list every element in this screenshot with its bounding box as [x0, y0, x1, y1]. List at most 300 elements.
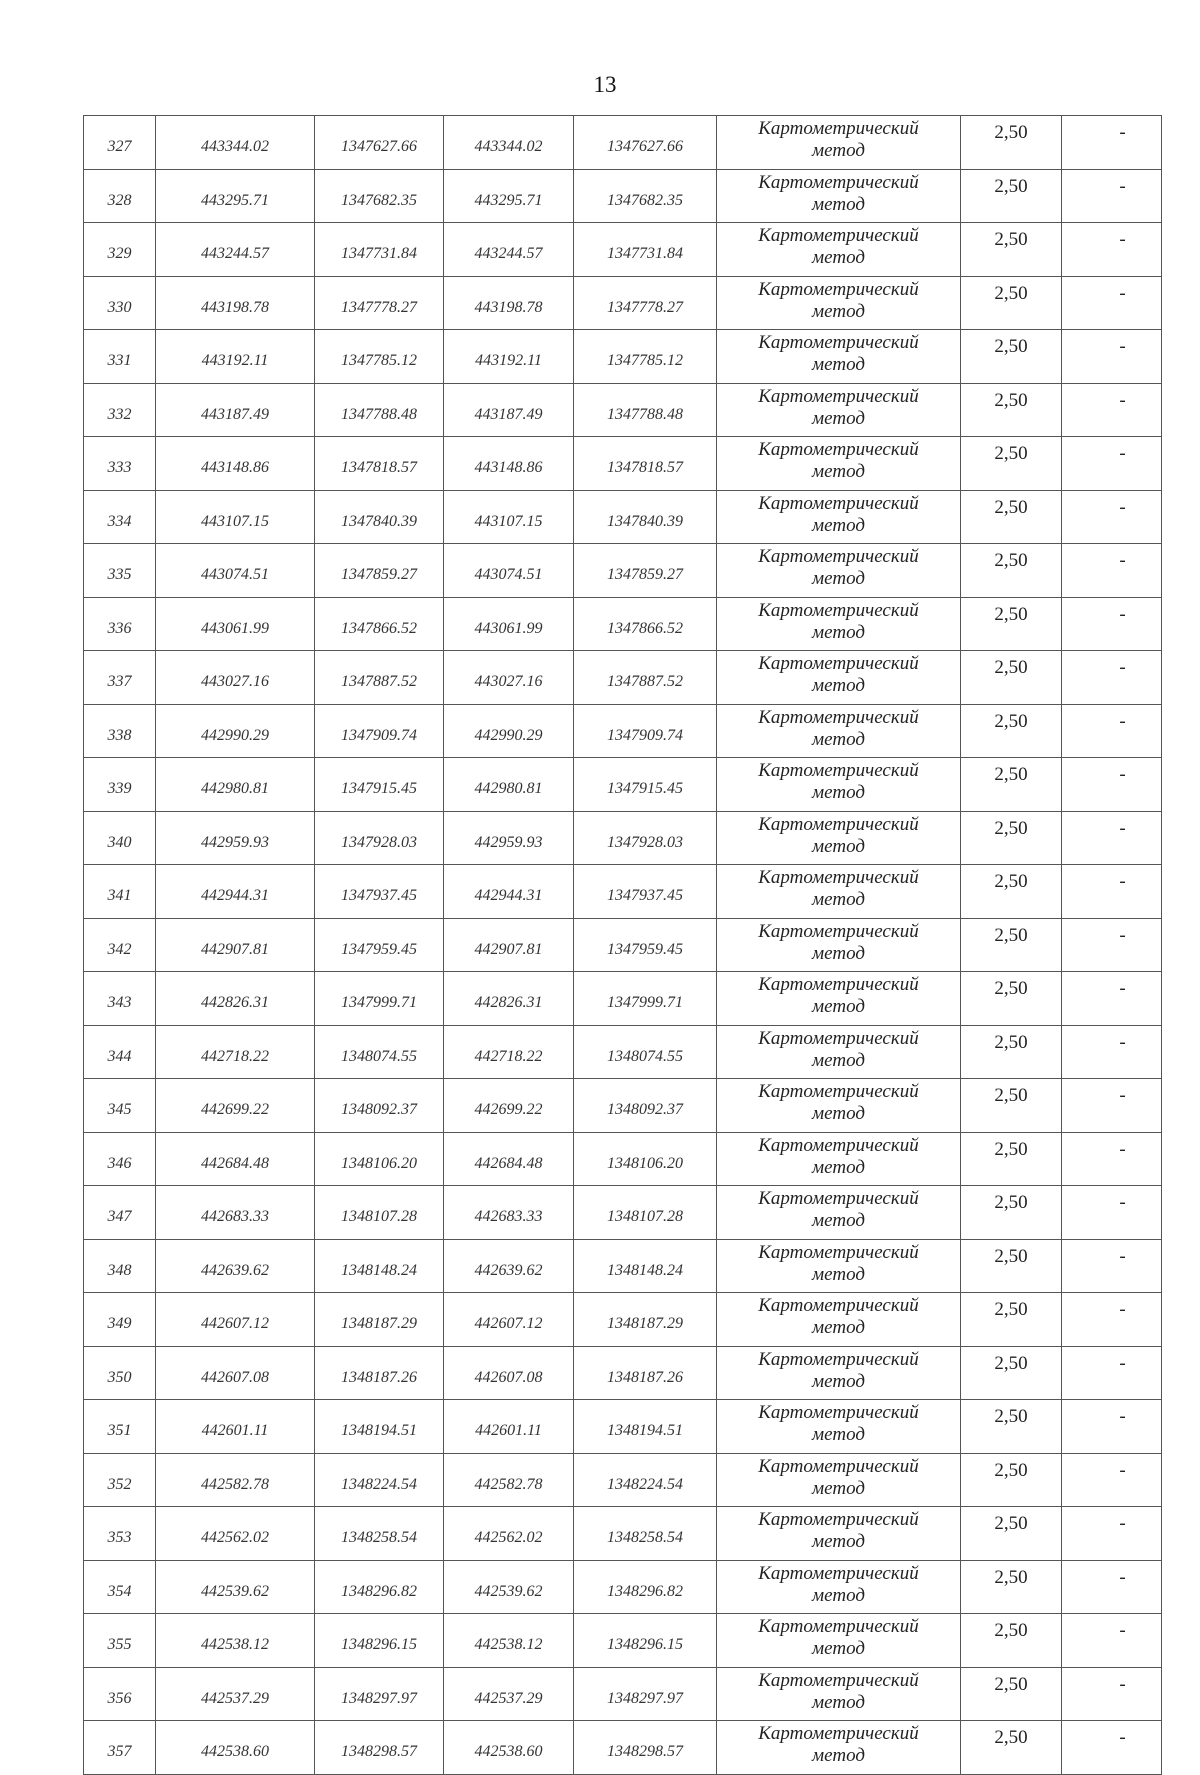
x-new-cell: 442959.93	[444, 811, 574, 865]
method-line-2: метод	[812, 889, 865, 910]
y-old-cell: 1348148.24	[315, 1239, 444, 1293]
x-old-cell: 443061.99	[156, 597, 315, 651]
method-line-2: метод	[812, 1531, 865, 1552]
note-cell: -	[1062, 918, 1162, 972]
accuracy-cell: 2,50	[961, 972, 1062, 1026]
y-old-cell: 1347785.12	[315, 330, 444, 384]
method-cell	[717, 1667, 961, 1721]
method-cell	[717, 865, 961, 919]
point-number-cell: 330	[84, 276, 156, 330]
y-new-cell: 1347999.71	[574, 972, 717, 1026]
method-cell	[717, 1025, 961, 1079]
method-cell	[717, 544, 961, 598]
x-old-cell: 442607.12	[156, 1293, 315, 1347]
method-line-1: Картометрический	[758, 1188, 919, 1209]
table-row	[84, 1079, 1162, 1133]
x-old-cell: 443295.71	[156, 169, 315, 223]
note-cell: -	[1062, 865, 1162, 919]
method-line-2: метод	[812, 568, 865, 589]
accuracy-cell: 2,50	[961, 1400, 1062, 1454]
point-number-cell: 356	[84, 1667, 156, 1721]
method-line-2: метод	[812, 728, 865, 750]
point-number-cell: 336	[84, 597, 156, 651]
method-cell	[717, 1132, 961, 1186]
note-cell: -	[1062, 1614, 1162, 1668]
method-line-1: Картометрический	[758, 1669, 919, 1691]
x-old-cell: 442699.22	[156, 1079, 315, 1133]
method-line-2: метод	[812, 514, 865, 536]
y-new-cell: 1348092.37	[574, 1079, 717, 1133]
method-line-1: Картометрический	[758, 1134, 919, 1156]
table-row	[84, 597, 1162, 651]
method-line-1: Картометрический	[758, 920, 919, 942]
method-line-2: метод	[812, 782, 865, 803]
table-row	[84, 223, 1162, 277]
table-row	[84, 1293, 1162, 1347]
method-cell	[717, 383, 961, 437]
method-line-2: метод	[812, 1263, 865, 1285]
table-row	[84, 1132, 1162, 1186]
table-row	[84, 972, 1162, 1026]
y-new-cell: 1347731.84	[574, 223, 717, 277]
x-old-cell: 442683.33	[156, 1186, 315, 1240]
table-row	[84, 169, 1162, 223]
x-new-cell: 442601.11	[444, 1400, 574, 1454]
method-line-1: Картометрический	[758, 1509, 919, 1530]
method-line-1: Картометрический	[758, 1402, 919, 1423]
table-row	[84, 758, 1162, 812]
accuracy-cell: 2,50	[961, 1721, 1062, 1775]
method-cell	[717, 1400, 961, 1454]
x-old-cell: 443192.11	[156, 330, 315, 384]
accuracy-cell: 2,50	[961, 1614, 1062, 1668]
method-cell	[717, 651, 961, 705]
point-number-cell: 342	[84, 918, 156, 972]
x-new-cell: 443244.57	[444, 223, 574, 277]
point-number-cell: 332	[84, 383, 156, 437]
method-line-2: метод	[812, 1691, 865, 1713]
accuracy-cell: 2,50	[961, 811, 1062, 865]
point-number-cell: 338	[84, 704, 156, 758]
y-new-cell: 1347887.52	[574, 651, 717, 705]
note-cell: -	[1062, 1560, 1162, 1614]
accuracy-cell: 2,50	[961, 865, 1062, 919]
method-line-1: Картометрический	[758, 974, 919, 995]
point-number-cell: 347	[84, 1186, 156, 1240]
point-number-cell: 353	[84, 1507, 156, 1561]
method-line-2: метод	[812, 1370, 865, 1392]
y-old-cell: 1347627.66	[315, 116, 444, 170]
method-line-1: Картометрический	[758, 1348, 919, 1370]
x-old-cell: 443198.78	[156, 276, 315, 330]
y-new-cell: 1348297.97	[574, 1667, 717, 1721]
y-new-cell: 1348187.29	[574, 1293, 717, 1347]
accuracy-cell: 2,50	[961, 1560, 1062, 1614]
table-row	[84, 437, 1162, 491]
accuracy-cell: 2,50	[961, 1132, 1062, 1186]
x-old-cell: 442826.31	[156, 972, 315, 1026]
method-cell	[717, 704, 961, 758]
note-cell: -	[1062, 758, 1162, 812]
table-row	[84, 1507, 1162, 1561]
table-row	[84, 1346, 1162, 1400]
accuracy-cell: 2,50	[961, 223, 1062, 277]
accuracy-cell: 2,50	[961, 383, 1062, 437]
method-cell	[717, 1079, 961, 1133]
x-new-cell: 442607.08	[444, 1346, 574, 1400]
y-new-cell: 1347778.27	[574, 276, 717, 330]
x-old-cell: 442944.31	[156, 865, 315, 919]
accuracy-cell: 2,50	[961, 1667, 1062, 1721]
method-line-2: метод	[812, 193, 865, 215]
point-number-cell: 354	[84, 1560, 156, 1614]
y-old-cell: 1348297.97	[315, 1667, 444, 1721]
table-row	[84, 1239, 1162, 1293]
table-row	[84, 1614, 1162, 1668]
note-cell: -	[1062, 1667, 1162, 1721]
x-new-cell: 442718.22	[444, 1025, 574, 1079]
method-line-1: Картометрический	[758, 171, 919, 193]
y-old-cell: 1348258.54	[315, 1507, 444, 1561]
method-line-2: метод	[812, 354, 865, 375]
note-cell: -	[1062, 544, 1162, 598]
x-old-cell: 443074.51	[156, 544, 315, 598]
x-new-cell: 443192.11	[444, 330, 574, 384]
y-old-cell: 1348074.55	[315, 1025, 444, 1079]
y-old-cell: 1347731.84	[315, 223, 444, 277]
accuracy-cell: 2,50	[961, 169, 1062, 223]
note-cell: -	[1062, 223, 1162, 277]
x-new-cell: 443198.78	[444, 276, 574, 330]
x-new-cell: 442826.31	[444, 972, 574, 1026]
y-old-cell: 1348224.54	[315, 1453, 444, 1507]
point-number-cell: 346	[84, 1132, 156, 1186]
y-new-cell: 1347859.27	[574, 544, 717, 598]
table-row	[84, 544, 1162, 598]
table-row	[84, 383, 1162, 437]
y-new-cell: 1347909.74	[574, 704, 717, 758]
accuracy-cell: 2,50	[961, 704, 1062, 758]
x-new-cell: 443295.71	[444, 169, 574, 223]
x-new-cell: 443344.02	[444, 116, 574, 170]
x-new-cell: 443107.15	[444, 490, 574, 544]
method-line-1: Картометрический	[758, 1616, 919, 1637]
x-old-cell: 442990.29	[156, 704, 315, 758]
x-old-cell: 442684.48	[156, 1132, 315, 1186]
y-old-cell: 1347999.71	[315, 972, 444, 1026]
y-old-cell: 1347915.45	[315, 758, 444, 812]
point-number-cell: 350	[84, 1346, 156, 1400]
y-new-cell: 1347928.03	[574, 811, 717, 865]
x-new-cell: 442990.29	[444, 704, 574, 758]
x-new-cell: 443061.99	[444, 597, 574, 651]
page-number: 13	[593, 72, 617, 97]
x-old-cell: 442538.12	[156, 1614, 315, 1668]
accuracy-cell: 2,50	[961, 1079, 1062, 1133]
y-old-cell: 1347937.45	[315, 865, 444, 919]
method-line-1: Картометрический	[758, 1455, 919, 1477]
method-line-1: Картометрический	[758, 867, 919, 888]
table-row	[84, 1721, 1162, 1775]
x-new-cell: 442980.81	[444, 758, 574, 812]
y-old-cell: 1348106.20	[315, 1132, 444, 1186]
method-line-1: Картометрический	[758, 492, 919, 514]
method-line-1: Картометрический	[758, 225, 919, 246]
x-old-cell: 442607.08	[156, 1346, 315, 1400]
x-old-cell: 442582.78	[156, 1453, 315, 1507]
y-old-cell: 1347778.27	[315, 276, 444, 330]
note-cell: -	[1062, 1400, 1162, 1454]
x-old-cell: 443148.86	[156, 437, 315, 491]
point-number-cell: 344	[84, 1025, 156, 1079]
x-new-cell: 442562.02	[444, 1507, 574, 1561]
table-row	[84, 918, 1162, 972]
x-new-cell: 442639.62	[444, 1239, 574, 1293]
note-cell: -	[1062, 1453, 1162, 1507]
note-cell: -	[1062, 1239, 1162, 1293]
y-new-cell: 1347788.48	[574, 383, 717, 437]
point-number-cell: 349	[84, 1293, 156, 1347]
x-old-cell: 442537.29	[156, 1667, 315, 1721]
x-old-cell: 442959.93	[156, 811, 315, 865]
y-old-cell: 1347866.52	[315, 597, 444, 651]
x-old-cell: 443187.49	[156, 383, 315, 437]
method-line-1: Картометрический	[758, 332, 919, 353]
method-line-1: Картометрический	[758, 813, 919, 835]
method-line-2: метод	[812, 1317, 865, 1338]
y-new-cell: 1348258.54	[574, 1507, 717, 1561]
method-line-2: метод	[812, 1477, 865, 1499]
table-row	[84, 116, 1162, 170]
method-line-2: метод	[812, 1210, 865, 1231]
point-number-cell: 357	[84, 1721, 156, 1775]
method-cell	[717, 223, 961, 277]
x-new-cell: 442538.60	[444, 1721, 574, 1775]
accuracy-cell: 2,50	[961, 1186, 1062, 1240]
x-old-cell: 442639.62	[156, 1239, 315, 1293]
point-number-cell: 348	[84, 1239, 156, 1293]
method-line-2: метод	[812, 1638, 865, 1659]
note-cell: -	[1062, 1186, 1162, 1240]
note-cell: -	[1062, 972, 1162, 1026]
y-new-cell: 1347937.45	[574, 865, 717, 919]
y-new-cell: 1347959.45	[574, 918, 717, 972]
accuracy-cell: 2,50	[961, 1453, 1062, 1507]
y-new-cell: 1348296.82	[574, 1560, 717, 1614]
x-new-cell: 443074.51	[444, 544, 574, 598]
accuracy-cell: 2,50	[961, 1507, 1062, 1561]
x-new-cell: 442683.33	[444, 1186, 574, 1240]
y-old-cell: 1347928.03	[315, 811, 444, 865]
note-cell: -	[1062, 651, 1162, 705]
y-new-cell: 1347915.45	[574, 758, 717, 812]
point-number-cell: 341	[84, 865, 156, 919]
y-new-cell: 1347840.39	[574, 490, 717, 544]
method-line-2: метод	[812, 461, 865, 482]
method-cell	[717, 918, 961, 972]
accuracy-cell: 2,50	[961, 330, 1062, 384]
method-cell	[717, 1239, 961, 1293]
point-number-cell: 327	[84, 116, 156, 170]
accuracy-cell: 2,50	[961, 918, 1062, 972]
y-old-cell: 1347682.35	[315, 169, 444, 223]
y-old-cell: 1348194.51	[315, 1400, 444, 1454]
table-row	[84, 276, 1162, 330]
accuracy-cell: 2,50	[961, 758, 1062, 812]
method-cell	[717, 116, 961, 170]
note-cell: -	[1062, 1025, 1162, 1079]
table-row	[84, 1025, 1162, 1079]
y-old-cell: 1348296.82	[315, 1560, 444, 1614]
accuracy-cell: 2,50	[961, 544, 1062, 598]
x-new-cell: 442582.78	[444, 1453, 574, 1507]
method-line-1: Картометрический	[758, 1081, 919, 1102]
accuracy-cell: 2,50	[961, 276, 1062, 330]
x-new-cell: 442699.22	[444, 1079, 574, 1133]
method-cell	[717, 330, 961, 384]
y-old-cell: 1348187.29	[315, 1293, 444, 1347]
y-old-cell: 1347909.74	[315, 704, 444, 758]
x-old-cell: 443027.16	[156, 651, 315, 705]
x-new-cell: 442684.48	[444, 1132, 574, 1186]
coordinates-table	[83, 115, 1162, 1775]
method-line-1: Картометрический	[758, 1723, 919, 1744]
method-line-1: Картометрический	[758, 1241, 919, 1263]
y-new-cell: 1348298.57	[574, 1721, 717, 1775]
method-line-2: метод	[812, 140, 865, 161]
point-number-cell: 339	[84, 758, 156, 812]
note-cell: -	[1062, 276, 1162, 330]
method-line-1: Картометрический	[758, 760, 919, 781]
method-cell	[717, 1507, 961, 1561]
x-old-cell: 442980.81	[156, 758, 315, 812]
note-cell: -	[1062, 1132, 1162, 1186]
point-number-cell: 337	[84, 651, 156, 705]
accuracy-cell: 2,50	[961, 1293, 1062, 1347]
table-row	[84, 811, 1162, 865]
method-line-1: Картометрический	[758, 706, 919, 728]
x-new-cell: 442539.62	[444, 1560, 574, 1614]
x-new-cell: 442538.12	[444, 1614, 574, 1668]
method-cell	[717, 169, 961, 223]
x-old-cell: 442539.62	[156, 1560, 315, 1614]
method-line-2: метод	[812, 621, 865, 643]
x-old-cell: 443344.02	[156, 116, 315, 170]
note-cell: -	[1062, 1293, 1162, 1347]
y-old-cell: 1348092.37	[315, 1079, 444, 1133]
table-body	[84, 116, 1162, 1775]
note-cell: -	[1062, 1079, 1162, 1133]
table-row	[84, 1400, 1162, 1454]
y-old-cell: 1348187.26	[315, 1346, 444, 1400]
y-new-cell: 1347627.66	[574, 116, 717, 170]
point-number-cell: 331	[84, 330, 156, 384]
x-old-cell: 442538.60	[156, 1721, 315, 1775]
accuracy-cell: 2,50	[961, 651, 1062, 705]
x-old-cell: 443244.57	[156, 223, 315, 277]
table-row	[84, 1667, 1162, 1721]
note-cell: -	[1062, 1721, 1162, 1775]
method-line-2: метод	[812, 1156, 865, 1178]
point-number-cell: 329	[84, 223, 156, 277]
y-new-cell: 1347818.57	[574, 437, 717, 491]
method-cell	[717, 1614, 961, 1668]
method-cell	[717, 1293, 961, 1347]
point-number-cell: 335	[84, 544, 156, 598]
table-row	[84, 490, 1162, 544]
note-cell: -	[1062, 597, 1162, 651]
note-cell: -	[1062, 1346, 1162, 1400]
method-line-2: метод	[812, 835, 865, 857]
method-cell	[717, 1721, 961, 1775]
table-row	[84, 865, 1162, 919]
method-line-1: Картометрический	[758, 278, 919, 300]
point-number-cell: 351	[84, 1400, 156, 1454]
y-old-cell: 1347887.52	[315, 651, 444, 705]
y-old-cell: 1347818.57	[315, 437, 444, 491]
method-line-2: метод	[812, 1049, 865, 1071]
y-old-cell: 1348296.15	[315, 1614, 444, 1668]
method-cell	[717, 1560, 961, 1614]
method-line-1: Картометрический	[758, 546, 919, 567]
x-new-cell: 442537.29	[444, 1667, 574, 1721]
note-cell: -	[1062, 383, 1162, 437]
table-row	[84, 651, 1162, 705]
y-new-cell: 1347866.52	[574, 597, 717, 651]
method-line-2: метод	[812, 996, 865, 1017]
y-new-cell: 1348107.28	[574, 1186, 717, 1240]
method-cell	[717, 811, 961, 865]
note-cell: -	[1062, 169, 1162, 223]
table-row	[84, 1186, 1162, 1240]
accuracy-cell: 2,50	[961, 597, 1062, 651]
y-new-cell: 1348106.20	[574, 1132, 717, 1186]
point-number-cell: 345	[84, 1079, 156, 1133]
method-cell	[717, 276, 961, 330]
point-number-cell: 328	[84, 169, 156, 223]
method-line-2: метод	[812, 247, 865, 268]
method-line-1: Картометрический	[758, 118, 919, 139]
x-old-cell: 442718.22	[156, 1025, 315, 1079]
method-cell	[717, 490, 961, 544]
method-line-2: метод	[812, 1745, 865, 1766]
method-line-2: метод	[812, 1103, 865, 1124]
method-line-1: Картометрический	[758, 1295, 919, 1316]
point-number-cell: 355	[84, 1614, 156, 1668]
point-number-cell: 334	[84, 490, 156, 544]
note-cell: -	[1062, 116, 1162, 170]
y-new-cell: 1348224.54	[574, 1453, 717, 1507]
y-old-cell: 1347859.27	[315, 544, 444, 598]
accuracy-cell: 2,50	[961, 1025, 1062, 1079]
point-number-cell: 340	[84, 811, 156, 865]
x-old-cell: 443107.15	[156, 490, 315, 544]
method-cell	[717, 1453, 961, 1507]
y-old-cell: 1347959.45	[315, 918, 444, 972]
table-row	[84, 330, 1162, 384]
method-line-1: Картометрический	[758, 385, 919, 407]
note-cell: -	[1062, 704, 1162, 758]
note-cell: -	[1062, 490, 1162, 544]
method-line-1: Картометрический	[758, 439, 919, 460]
x-new-cell: 442944.31	[444, 865, 574, 919]
y-old-cell: 1348107.28	[315, 1186, 444, 1240]
x-old-cell: 442601.11	[156, 1400, 315, 1454]
x-new-cell: 442607.12	[444, 1293, 574, 1347]
table-row	[84, 1453, 1162, 1507]
x-new-cell: 443187.49	[444, 383, 574, 437]
accuracy-cell: 2,50	[961, 490, 1062, 544]
